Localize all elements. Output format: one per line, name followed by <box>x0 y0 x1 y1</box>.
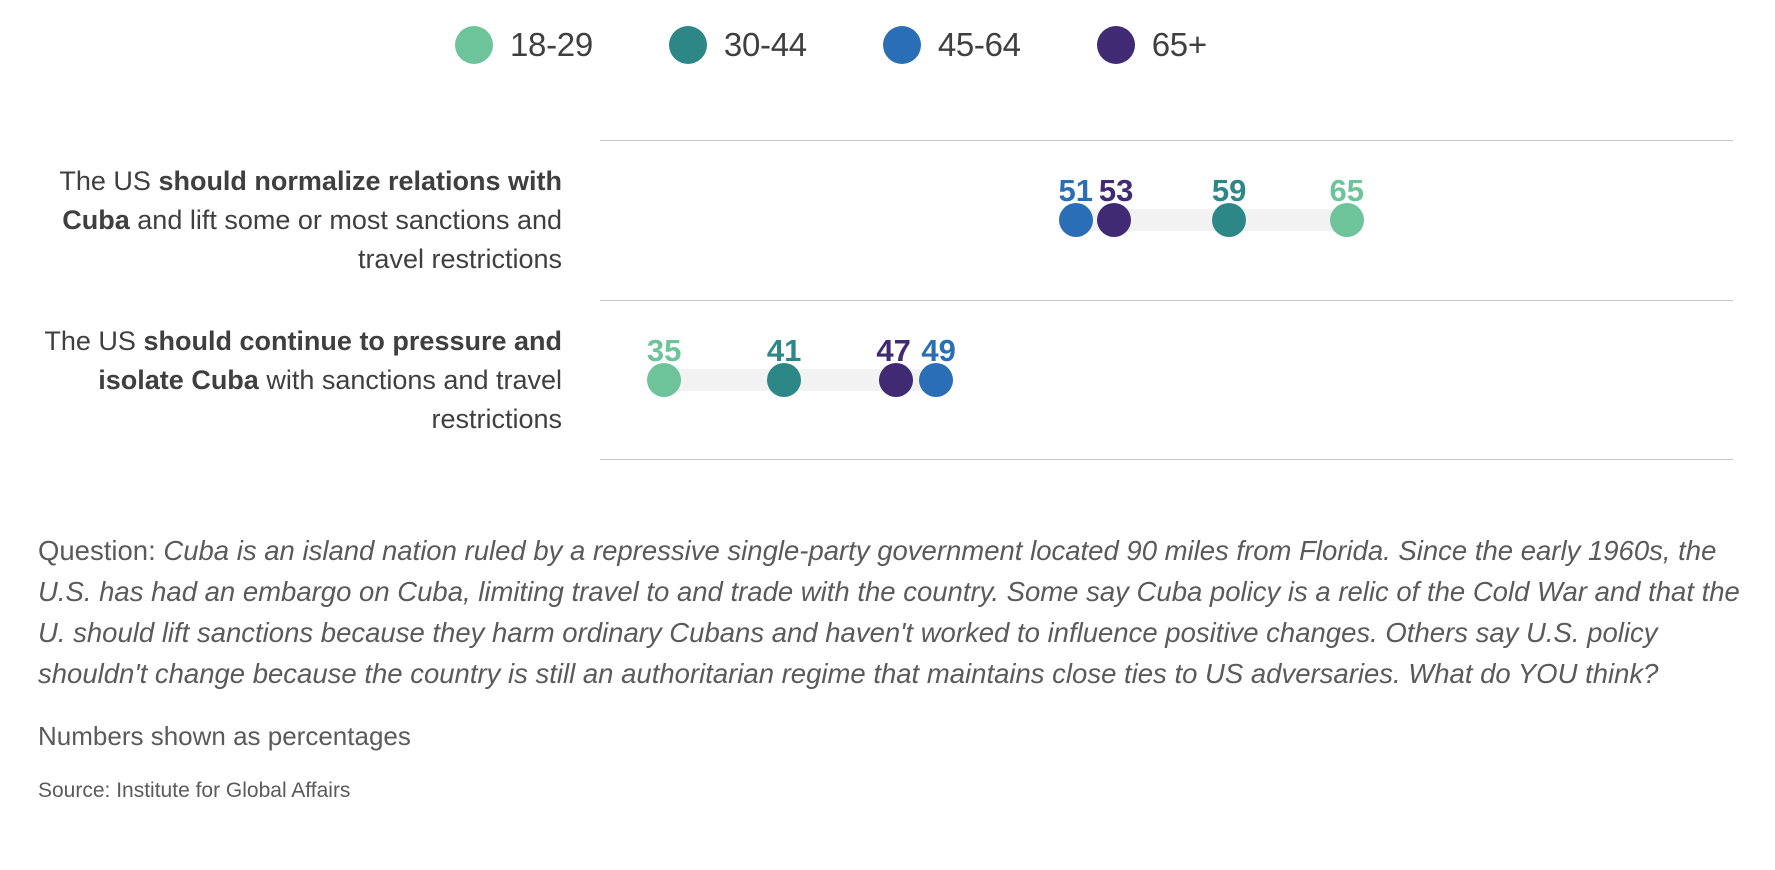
data-label-45-64: 51 <box>1058 173 1094 208</box>
legend-item-30-44[interactable] <box>669 26 807 64</box>
data-label-18-29: 65 <box>1329 173 1364 208</box>
row-label-text-tail: with sanctions and travel restrictions <box>258 364 562 434</box>
question-body: Cuba is an island nation ruled by a repressive single-party government located 90 miles from Florida. Since the early 1960s, the U.S. has had an embargo on Cuba, limiting travel to and trade with the country. Some say Cuba policy is a relic of the Cold War and that the U. should lift sanctions because they harm ordinary Cubans and haven't worked to influence positive changes. Others say U.S. policy shouldn't change because the country is still an authoritarian regime that maintains close ties to US adversaries. What do YOU think? <box>38 535 1740 689</box>
legend-item-18-29[interactable] <box>455 26 593 64</box>
row-label-text-tail: and lift some or most sanctions and travel restrictions <box>129 204 562 274</box>
legend-dot-icon <box>1097 26 1135 64</box>
chart-row-pressure <box>0 300 1775 460</box>
chart-footer <box>38 530 1748 803</box>
legend-item-65-plus[interactable] <box>1097 26 1207 64</box>
data-label-65-plus: 53 <box>1098 173 1134 208</box>
legend-dot-icon <box>455 26 493 64</box>
units-note: Numbers shown as percentages <box>38 721 411 751</box>
chart-rows <box>0 140 1775 460</box>
row-label-text-bold: should normalize relations with Cuba <box>62 165 562 235</box>
legend-dot-icon <box>669 26 707 64</box>
legend-item-45-64[interactable] <box>883 26 1021 64</box>
row-label-normalize <box>0 162 580 279</box>
row-plot-normalize <box>580 140 1733 300</box>
data-label-30-44: 41 <box>766 333 802 368</box>
question-text <box>38 530 1748 694</box>
legend-label: 45-64 <box>937 26 1021 63</box>
question-lead: Question: <box>38 535 164 566</box>
data-label-65-plus: 47 <box>876 333 911 368</box>
data-label-45-64: 49 <box>921 333 956 368</box>
row-label-text-lead: The US <box>44 325 144 356</box>
data-label-30-44: 59 <box>1211 173 1247 208</box>
legend-label: 30-44 <box>723 26 807 63</box>
source-note: Source: Institute for Global Affairs <box>38 779 351 802</box>
chart-legend <box>455 26 1207 64</box>
chart-row-normalize <box>0 140 1775 300</box>
row-label-text-lead: The US <box>59 165 159 196</box>
legend-label: 18-29 <box>510 26 593 63</box>
row-plot-pressure <box>580 300 1733 460</box>
row-label-pressure <box>0 322 580 439</box>
legend-dot-icon <box>883 26 921 64</box>
data-label-18-29: 35 <box>646 333 682 368</box>
legend-label: 65+ <box>1151 26 1207 63</box>
row-label-text-bold: should continue to pressure and isolate Cuba <box>98 325 562 395</box>
